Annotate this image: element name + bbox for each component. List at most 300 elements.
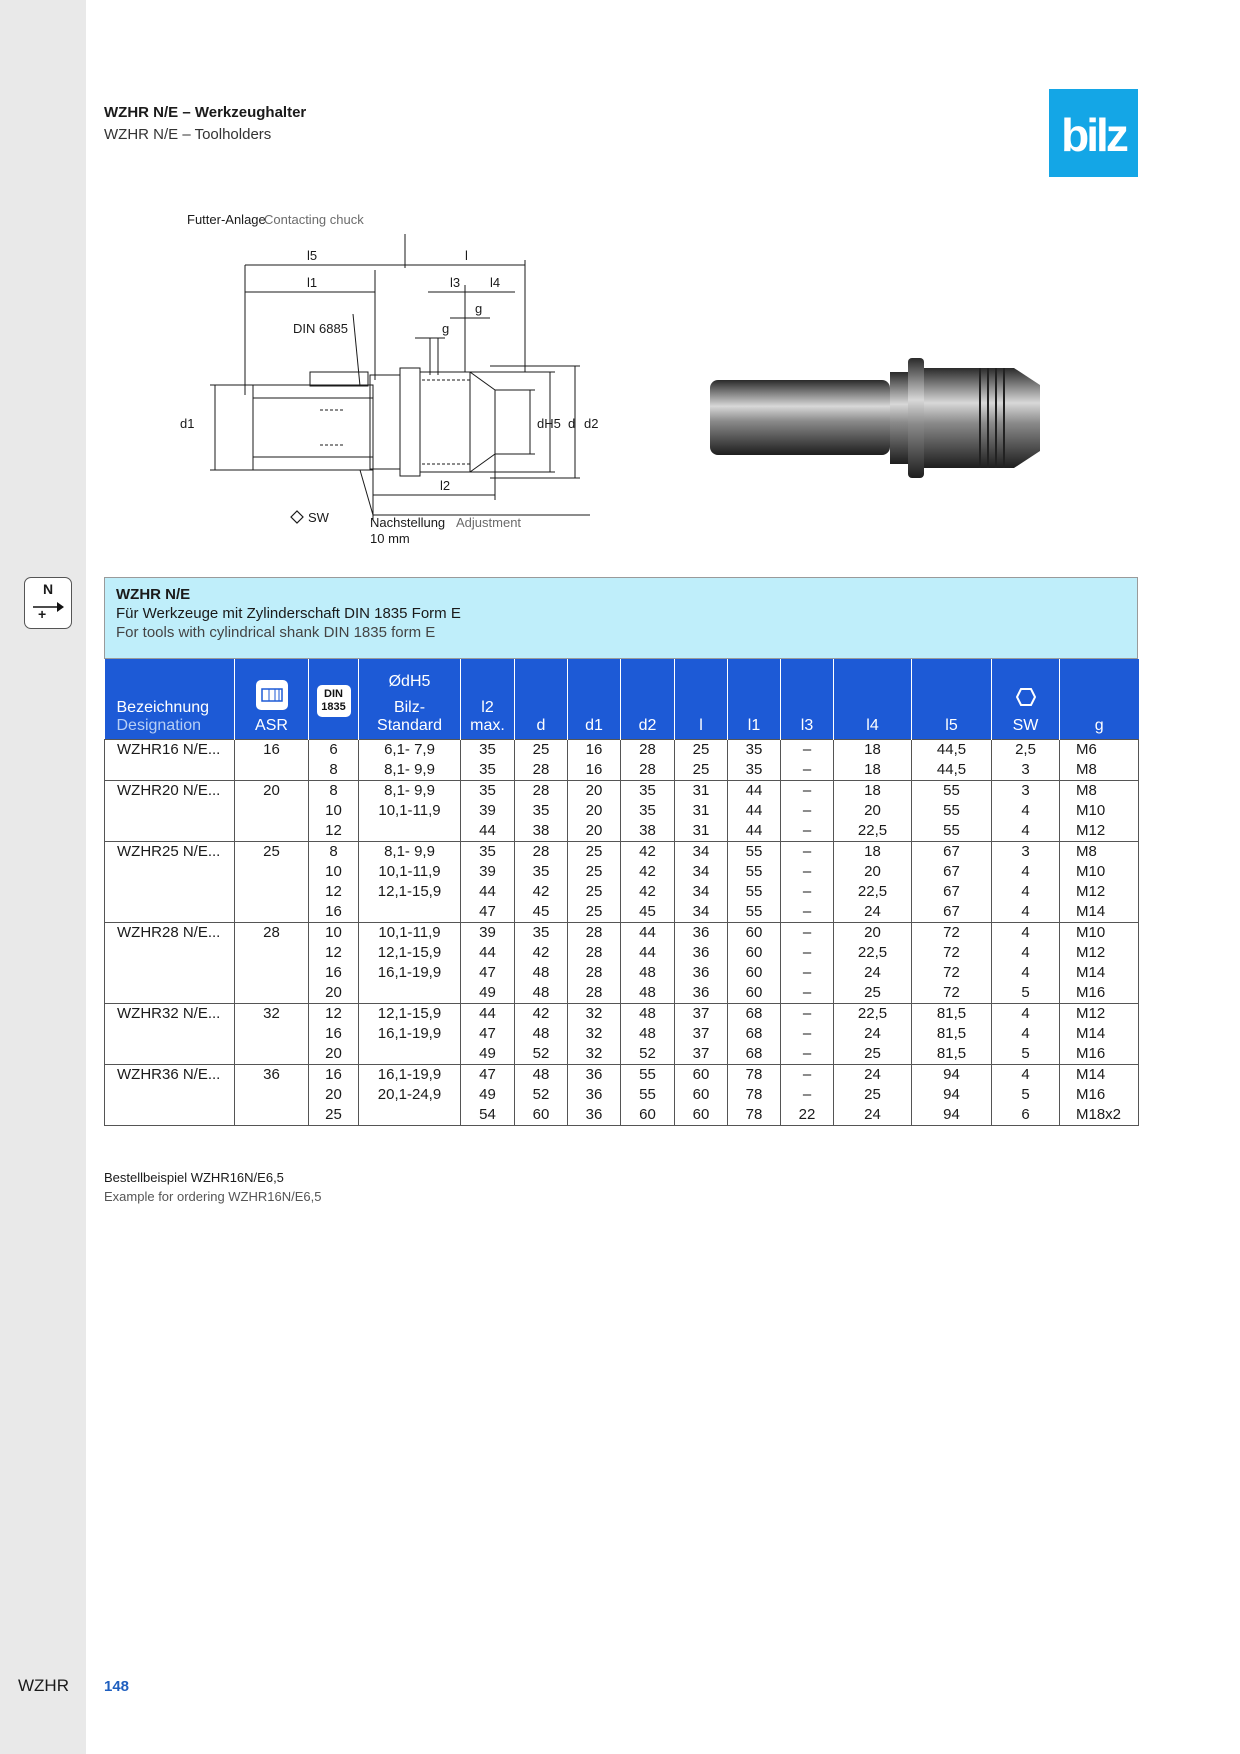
cell-l4: 25 (834, 1085, 912, 1105)
cell-din: 16 (309, 1024, 359, 1044)
cell-l: 31 (675, 801, 728, 821)
cell-l3: – (781, 760, 834, 781)
cell-g: M10 (1060, 923, 1139, 944)
table-row (105, 760, 1139, 781)
cell-l4: 22,5 (834, 882, 912, 902)
table-row (105, 1105, 1139, 1126)
dim-l5-label: l5 (307, 248, 318, 263)
cell-asr: 28 (235, 923, 309, 944)
cell-d: 42 (515, 1004, 568, 1025)
cell-asr (235, 760, 309, 781)
order-example-en: Example for ordering WZHR16N/E6,5 (104, 1189, 322, 1204)
cell-g: M14 (1060, 1065, 1139, 1086)
product-photo (690, 350, 1070, 490)
cell-d1: 20 (568, 781, 621, 802)
cell-designation (105, 1085, 235, 1105)
cell-designation: WZHR32 N/E... (105, 1004, 235, 1025)
cell-l5: 55 (912, 821, 992, 842)
cell-l5: 94 (912, 1065, 992, 1086)
cell-d1: 20 (568, 801, 621, 821)
cell-l4: 18 (834, 781, 912, 802)
cell-l1: 60 (728, 983, 781, 1004)
side-section-label: WZHR (18, 1676, 69, 1695)
contact-label-de: Futter-Anlage (187, 212, 266, 227)
cell-sw: 4 (992, 862, 1060, 882)
cell-sw: 4 (992, 882, 1060, 902)
cell-l5: 67 (912, 842, 992, 863)
cell-g: M16 (1060, 1044, 1139, 1065)
dim-g-label-lower: g (442, 321, 450, 336)
cell-d2: 28 (621, 740, 675, 761)
col-d2: d2 (621, 659, 675, 740)
cell-l: 31 (675, 781, 728, 802)
cell-d2: 35 (621, 801, 675, 821)
cell-l1: 55 (728, 902, 781, 923)
cell-l4: 22,5 (834, 1004, 912, 1025)
cell-l1: 35 (728, 760, 781, 781)
cell-g: M16 (1060, 983, 1139, 1004)
cell-l2: 44 (461, 1004, 515, 1025)
table-row (105, 902, 1139, 923)
cell-d1: 28 (568, 943, 621, 963)
cell-l: 60 (675, 1085, 728, 1105)
cell-bilz: 10,1-11,9 (359, 862, 461, 882)
cell-l5: 55 (912, 801, 992, 821)
cell-sw: 3 (992, 760, 1060, 781)
cell-bilz: 12,1-15,9 (359, 943, 461, 963)
bilz-logo: bilz (1049, 89, 1138, 177)
cell-asr (235, 963, 309, 983)
table-row (105, 842, 1139, 863)
cell-bilz: 20,1-24,9 (359, 1085, 461, 1105)
cell-l1: 55 (728, 862, 781, 882)
n-badge-letter: N (42, 581, 54, 597)
cell-l3: – (781, 842, 834, 863)
page-title: WZHR N/E – Werkzeughalter (104, 104, 307, 121)
cell-bilz: 6,1- 7,9 (359, 740, 461, 761)
info-line-en: For tools with cylindrical shank DIN 1835 form E (116, 624, 436, 641)
cell-asr (235, 902, 309, 923)
cell-l: 36 (675, 943, 728, 963)
cell-d: 28 (515, 760, 568, 781)
cell-sw: 2,5 (992, 740, 1060, 761)
cell-g: M12 (1060, 821, 1139, 842)
cell-din: 12 (309, 1004, 359, 1025)
table-row (105, 1044, 1139, 1065)
cell-l2: 35 (461, 740, 515, 761)
cell-l2: 35 (461, 842, 515, 863)
col-designation: Bezeichnung Designation (105, 659, 235, 740)
cell-l3: – (781, 1085, 834, 1105)
dim-g-label-upper: g (475, 301, 483, 316)
table-row (105, 943, 1139, 963)
cell-l: 25 (675, 740, 728, 761)
adjustment-label-en: Adjustment (456, 515, 522, 530)
cell-bilz (359, 902, 461, 923)
cell-l1: 68 (728, 1024, 781, 1044)
cell-designation (105, 760, 235, 781)
cell-bilz (359, 1105, 461, 1126)
adjustment-label-de: Nachstellung (370, 515, 446, 530)
cell-bilz (359, 1044, 461, 1065)
cell-l5: 44,5 (912, 760, 992, 781)
cell-d1: 36 (568, 1065, 621, 1086)
adjustment-value: 10 mm (370, 531, 410, 546)
col-l1: l1 (728, 659, 781, 740)
cell-asr (235, 1105, 309, 1126)
cell-designation (105, 801, 235, 821)
cell-d2: 44 (621, 943, 675, 963)
cell-d1: 28 (568, 923, 621, 944)
cell-din: 25 (309, 1105, 359, 1126)
cell-designation (105, 1044, 235, 1065)
cell-d2: 42 (621, 882, 675, 902)
cell-l3: – (781, 801, 834, 821)
cell-g: M16 (1060, 1085, 1139, 1105)
cell-l1: 44 (728, 821, 781, 842)
cell-l4: 24 (834, 963, 912, 983)
cell-d: 38 (515, 821, 568, 842)
cell-l: 25 (675, 760, 728, 781)
table-row (105, 1004, 1139, 1025)
cell-l2: 47 (461, 1065, 515, 1086)
dim-d-label: d (568, 416, 576, 431)
cell-l4: 25 (834, 983, 912, 1004)
cell-d2: 45 (621, 902, 675, 923)
cell-asr (235, 943, 309, 963)
cell-l4: 22,5 (834, 821, 912, 842)
cell-l4: 22,5 (834, 943, 912, 963)
cell-l4: 25 (834, 1044, 912, 1065)
cell-d: 48 (515, 983, 568, 1004)
cell-d: 48 (515, 1024, 568, 1044)
cell-din: 12 (309, 943, 359, 963)
cell-d2: 55 (621, 1065, 675, 1086)
cell-designation (105, 882, 235, 902)
cell-l3: – (781, 1004, 834, 1025)
cell-l5: 72 (912, 963, 992, 983)
hexagon-icon (1016, 687, 1036, 707)
cell-l3: – (781, 902, 834, 923)
cell-din: 16 (309, 902, 359, 923)
col-din-1835 (309, 659, 359, 740)
cell-l5: 94 (912, 1105, 992, 1126)
cell-d1: 28 (568, 963, 621, 983)
cell-d: 45 (515, 902, 568, 923)
cell-l5: 72 (912, 943, 992, 963)
cell-d1: 32 (568, 1044, 621, 1065)
cell-d: 52 (515, 1044, 568, 1065)
order-example-de: Bestellbeispiel WZHR16N/E6,5 (104, 1170, 284, 1185)
cell-l5: 81,5 (912, 1024, 992, 1044)
cell-l1: 44 (728, 781, 781, 802)
cell-l4: 24 (834, 902, 912, 923)
cell-l3: – (781, 740, 834, 761)
cell-l3: – (781, 923, 834, 944)
cell-din: 20 (309, 983, 359, 1004)
cell-l4: 18 (834, 740, 912, 761)
cell-g: M14 (1060, 1024, 1139, 1044)
cell-l: 60 (675, 1105, 728, 1126)
cell-l1: 60 (728, 923, 781, 944)
dim-l1-label: l1 (307, 275, 318, 290)
col-l: l (675, 659, 728, 740)
cell-sw: 5 (992, 983, 1060, 1004)
table-row (105, 963, 1139, 983)
cell-sw: 5 (992, 1085, 1060, 1105)
cell-bilz: 8,1- 9,9 (359, 781, 461, 802)
cell-l1: 60 (728, 963, 781, 983)
cell-d2: 38 (621, 821, 675, 842)
cell-g: M12 (1060, 882, 1139, 902)
cell-din: 10 (309, 923, 359, 944)
spec-table (104, 659, 1139, 1126)
cell-l2: 39 (461, 862, 515, 882)
din-6885-label: DIN 6885 (293, 321, 348, 336)
cell-designation: WZHR20 N/E... (105, 781, 235, 802)
cell-asr (235, 882, 309, 902)
cell-bilz (359, 983, 461, 1004)
cell-l5: 72 (912, 983, 992, 1004)
cell-l3: 22 (781, 1105, 834, 1126)
cell-l: 34 (675, 902, 728, 923)
cell-l: 34 (675, 842, 728, 863)
cell-d2: 48 (621, 963, 675, 983)
cell-din: 20 (309, 1044, 359, 1065)
table-row (105, 1085, 1139, 1105)
cell-d2: 42 (621, 862, 675, 882)
cell-l5: 55 (912, 781, 992, 802)
cell-l1: 35 (728, 740, 781, 761)
col-l5: l5 (912, 659, 992, 740)
cell-l3: – (781, 943, 834, 963)
cell-l2: 49 (461, 1044, 515, 1065)
cell-l4: 24 (834, 1105, 912, 1126)
cell-asr: 32 (235, 1004, 309, 1025)
technical-drawing (160, 210, 630, 550)
cell-din: 6 (309, 740, 359, 761)
cell-g: M12 (1060, 943, 1139, 963)
cell-l2: 44 (461, 943, 515, 963)
cell-d: 60 (515, 1105, 568, 1126)
cell-l5: 67 (912, 862, 992, 882)
cell-d1: 16 (568, 760, 621, 781)
cell-l4: 20 (834, 801, 912, 821)
cell-designation (105, 862, 235, 882)
cell-din: 8 (309, 781, 359, 802)
cell-d1: 28 (568, 983, 621, 1004)
cell-l1: 55 (728, 842, 781, 863)
page-subtitle: WZHR N/E – Toolholders (104, 126, 272, 143)
cell-l: 60 (675, 1065, 728, 1086)
collet-icon (255, 679, 289, 711)
cell-din: 12 (309, 882, 359, 902)
cell-l: 37 (675, 1004, 728, 1025)
arrow-icon (31, 600, 65, 622)
cell-designation: WZHR16 N/E... (105, 740, 235, 761)
cell-l5: 44,5 (912, 740, 992, 761)
cell-d2: 42 (621, 842, 675, 863)
cell-bilz: 10,1-11,9 (359, 923, 461, 944)
cell-l3: – (781, 821, 834, 842)
cell-l5: 94 (912, 1085, 992, 1105)
cell-din: 16 (309, 963, 359, 983)
cell-d: 48 (515, 963, 568, 983)
cell-l: 36 (675, 983, 728, 1004)
cell-bilz (359, 821, 461, 842)
cell-sw: 3 (992, 842, 1060, 863)
cell-l5: 72 (912, 923, 992, 944)
cell-l5: 67 (912, 902, 992, 923)
cell-designation (105, 1105, 235, 1126)
dim-d2-label: d2 (584, 416, 599, 431)
contact-label-en: Contacting chuck (264, 212, 364, 227)
cell-l4: 24 (834, 1024, 912, 1044)
cell-l2: 44 (461, 882, 515, 902)
cell-designation (105, 963, 235, 983)
cell-l2: 47 (461, 1024, 515, 1044)
cell-designation (105, 983, 235, 1004)
cell-designation: WZHR28 N/E... (105, 923, 235, 944)
cell-g: M14 (1060, 902, 1139, 923)
cell-l3: – (781, 1024, 834, 1044)
cell-asr (235, 1085, 309, 1105)
cell-l2: 49 (461, 983, 515, 1004)
cell-g: M12 (1060, 1004, 1139, 1025)
cell-asr: 16 (235, 740, 309, 761)
cell-sw: 4 (992, 821, 1060, 842)
cell-l1: 55 (728, 882, 781, 902)
cell-bilz: 10,1-11,9 (359, 801, 461, 821)
cell-bilz: 12,1-15,9 (359, 882, 461, 902)
info-title: WZHR N/E (116, 586, 191, 603)
cell-l: 31 (675, 821, 728, 842)
cell-d1: 32 (568, 1024, 621, 1044)
cell-l2: 35 (461, 781, 515, 802)
cell-l: 36 (675, 963, 728, 983)
cell-g: M14 (1060, 963, 1139, 983)
cell-designation (105, 1024, 235, 1044)
cell-d2: 35 (621, 781, 675, 802)
cell-asr (235, 801, 309, 821)
cell-sw: 6 (992, 1105, 1060, 1126)
cell-l3: – (781, 1065, 834, 1086)
cell-din: 12 (309, 821, 359, 842)
cell-l1: 78 (728, 1085, 781, 1105)
cell-bilz: 8,1- 9,9 (359, 760, 461, 781)
cell-sw: 4 (992, 902, 1060, 923)
cell-d1: 20 (568, 821, 621, 842)
page-number: 148 (104, 1678, 130, 1695)
cell-g: M8 (1060, 760, 1139, 781)
table-row (105, 983, 1139, 1004)
col-g: g (1060, 659, 1139, 740)
cell-l3: – (781, 781, 834, 802)
cell-l4: 20 (834, 923, 912, 944)
cell-asr (235, 862, 309, 882)
cell-g: M8 (1060, 842, 1139, 863)
cell-d: 28 (515, 842, 568, 863)
col-bilz-standard: ØdH5 Bilz- Standard (359, 659, 461, 740)
cell-d: 28 (515, 781, 568, 802)
cell-designation: WZHR25 N/E... (105, 842, 235, 863)
cell-bilz: 16,1-19,9 (359, 1024, 461, 1044)
cell-l: 37 (675, 1044, 728, 1065)
side-strip (0, 0, 86, 1754)
cell-l: 34 (675, 862, 728, 882)
cell-l2: 47 (461, 902, 515, 923)
cell-sw: 4 (992, 1024, 1060, 1044)
cell-l3: – (781, 862, 834, 882)
cell-l3: – (781, 963, 834, 983)
cell-d1: 25 (568, 882, 621, 902)
cell-l: 34 (675, 882, 728, 902)
col-asr: ASR (235, 659, 309, 740)
col-l3: l3 (781, 659, 834, 740)
table-row (105, 801, 1139, 821)
cell-d2: 48 (621, 1024, 675, 1044)
dim-l4-label: l4 (490, 275, 501, 290)
cell-din: 8 (309, 760, 359, 781)
dim-dh5-label: dH5 (537, 416, 561, 431)
cell-l1: 68 (728, 1044, 781, 1065)
cell-sw: 4 (992, 1004, 1060, 1025)
cell-designation (105, 943, 235, 963)
cell-asr: 36 (235, 1065, 309, 1086)
table-row (105, 1065, 1139, 1086)
cell-din: 10 (309, 862, 359, 882)
cell-d1: 25 (568, 902, 621, 923)
col-l4: l4 (834, 659, 912, 740)
cell-designation: WZHR36 N/E... (105, 1065, 235, 1086)
cell-sw: 4 (992, 1065, 1060, 1086)
cell-d2: 44 (621, 923, 675, 944)
cell-l2: 39 (461, 923, 515, 944)
cell-sw: 3 (992, 781, 1060, 802)
cell-l3: – (781, 983, 834, 1004)
cell-l2: 39 (461, 801, 515, 821)
cell-d1: 16 (568, 740, 621, 761)
cell-l2: 49 (461, 1085, 515, 1105)
cell-g: M6 (1060, 740, 1139, 761)
table-row (105, 923, 1139, 944)
cell-d2: 52 (621, 1044, 675, 1065)
col-sw: SW (992, 659, 1060, 740)
table-row (105, 882, 1139, 902)
sw-label: SW (308, 510, 329, 525)
cell-d1: 25 (568, 842, 621, 863)
cell-d2: 28 (621, 760, 675, 781)
cell-bilz: 16,1-19,9 (359, 1065, 461, 1086)
cell-d2: 48 (621, 1004, 675, 1025)
cell-d: 25 (515, 740, 568, 761)
cell-d: 52 (515, 1085, 568, 1105)
n-type-badge (24, 577, 72, 629)
cell-asr (235, 1044, 309, 1065)
table-header-row (105, 659, 1139, 740)
cell-asr: 25 (235, 842, 309, 863)
cell-l3: – (781, 882, 834, 902)
cell-sw: 4 (992, 801, 1060, 821)
cell-sw: 5 (992, 1044, 1060, 1065)
cell-d2: 55 (621, 1085, 675, 1105)
cell-asr (235, 1024, 309, 1044)
cell-l1: 44 (728, 801, 781, 821)
cell-d1: 36 (568, 1085, 621, 1105)
table-row (105, 862, 1139, 882)
cell-din: 10 (309, 801, 359, 821)
cell-l4: 20 (834, 862, 912, 882)
